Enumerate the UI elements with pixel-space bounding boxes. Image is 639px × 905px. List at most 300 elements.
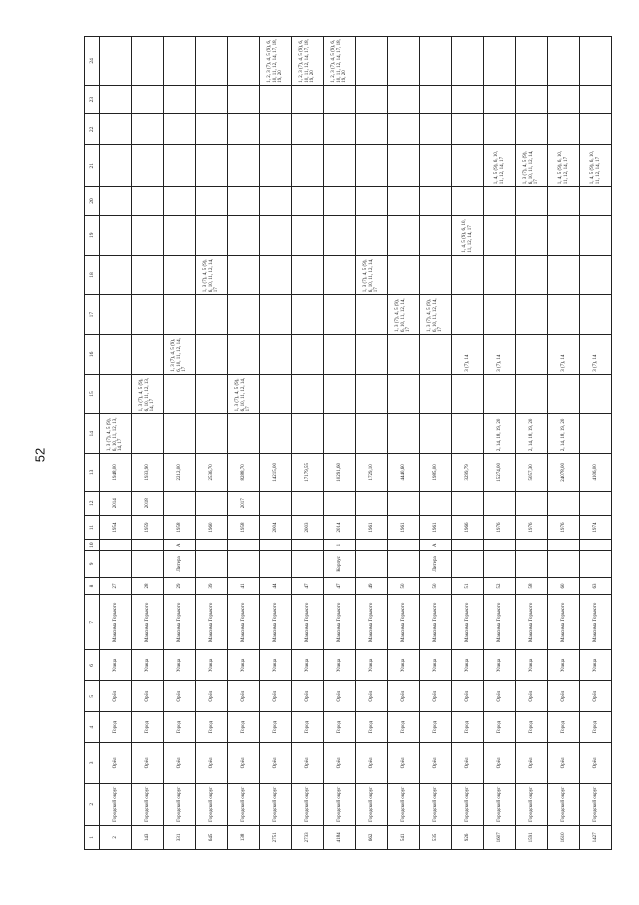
table-cell [356,551,388,577]
table-cell [420,37,452,86]
table-cell: 1958 [164,515,196,539]
table-cell [388,85,420,114]
table-row [420,37,452,850]
table-cell [196,334,228,374]
table-cell [580,491,612,515]
table-cell [420,491,452,515]
table-cell: 2017 [228,491,260,515]
table-cell: Улица [516,650,548,681]
table-cell: 52 [484,577,516,595]
table-cell [452,85,484,114]
column-number-header: 4 [85,712,100,743]
table-cell: 4106,00 [580,454,612,492]
table-cell: Городской округ [356,783,388,825]
table-cell [324,295,356,335]
table-row [356,37,388,850]
table-cell: Литера [420,551,452,577]
table-cell: 926 [452,825,484,849]
table-cell: 1, 3 (7), 4, 5 (9), 6, 10, 11, 12, 14, 17 [420,295,452,335]
table-cell [484,255,516,295]
table-cell: Улица [580,650,612,681]
table-cell [356,215,388,255]
table-cell: Городской округ [324,783,356,825]
table-cell: 50 [388,577,420,595]
table-cell [548,37,580,86]
table-cell [356,491,388,515]
table-cell [452,551,484,577]
table-cell: Корпус [324,551,356,577]
table-cell: Городской округ [388,783,420,825]
table-cell: Город [100,712,132,743]
table-cell: 2014 [324,515,356,539]
table-cell [356,187,388,216]
column-number-header: 13 [85,454,100,492]
table-cell: 8288,70 [228,454,260,492]
table-cell [516,540,548,551]
table-cell [324,491,356,515]
table-cell [132,414,164,454]
table-cell [292,187,324,216]
column-number-header: 11 [85,515,100,539]
table-cell [228,255,260,295]
table-cell: Орёл [164,743,196,784]
table-cell [420,145,452,187]
table-cell: Орёл [292,743,324,784]
table-cell: Город [452,712,484,743]
column-number-header: 18 [85,255,100,295]
table-cell [100,551,132,577]
table-cell [100,114,132,145]
table-row [548,37,580,850]
table-cell [164,187,196,216]
table-cell [292,334,324,374]
table-cell [548,295,580,335]
table-cell: 1729,10 [356,454,388,492]
table-row [260,37,292,850]
table-cell: Городской округ [100,783,132,825]
table-cell: 27 [100,577,132,595]
table-cell: Орёл [132,681,164,712]
table-cell: Городской округ [484,783,516,825]
table-cell: 1, 3 (7), 4, 5 (9), 6, 10, 11, 12, 14, 17 [228,374,260,414]
table-cell: А [164,540,196,551]
table-cell: 143 [132,825,164,849]
table-cell: Город [356,712,388,743]
table-cell [100,187,132,216]
table-cell [452,491,484,515]
table-cell [484,114,516,145]
table-cell [580,187,612,216]
table-cell [388,215,420,255]
table-cell: 3 (7), 14 [484,334,516,374]
table-cell: Город [516,712,548,743]
table-cell: 1 [324,540,356,551]
table-cell [420,114,452,145]
table-cell [292,145,324,187]
table-cell: Городской округ [164,783,196,825]
table-cell: 331 [164,825,196,849]
table-cell: Город [292,712,324,743]
table-cell: Орёл [324,681,356,712]
table-cell: 2733 [292,825,324,849]
table-cell: Орёл [228,681,260,712]
table-cell [484,374,516,414]
table-cell [388,187,420,216]
table-cell: 1, 3 (7), 4, 5 (9), 6, 10, 11, 12, 14, 17 [516,145,548,187]
table-cell: Городской округ [132,783,164,825]
table-cell: 2018 [132,491,164,515]
table-cell [260,551,292,577]
table-cell [132,187,164,216]
table-cell [100,215,132,255]
table-cell [100,540,132,551]
table-cell: Максима Горького [548,595,580,650]
table-cell [324,114,356,145]
table-cell [356,114,388,145]
table-cell: Улица [324,650,356,681]
table-cell [324,187,356,216]
table-cell: Город [164,712,196,743]
table-cell: Городской округ [420,783,452,825]
column-number-header: 24 [85,37,100,86]
table-cell [452,295,484,335]
table-cell: Улица [420,650,452,681]
table-cell [164,85,196,114]
table-cell: Город [260,712,292,743]
table-cell: Городской округ [516,783,548,825]
table-cell: Орёл [420,681,452,712]
table-cell: 2004 [260,515,292,539]
table-cell [388,551,420,577]
table-cell [260,255,292,295]
table-cell [452,114,484,145]
table-cell: Максима Горького [196,595,228,650]
table-cell: 1985,00 [420,454,452,492]
table-cell: Орёл [452,681,484,712]
table-cell: Город [228,712,260,743]
table-cell: 50 [420,577,452,595]
table-cell [516,334,548,374]
table-cell [132,334,164,374]
table-cell [580,85,612,114]
table-cell: 2751 [260,825,292,849]
table-cell: 138 [228,825,260,849]
table-cell: 1976 [484,515,516,539]
table-cell: 4440,60 [388,454,420,492]
table-cell: Улица [452,650,484,681]
table-cell [356,334,388,374]
table-cell [292,255,324,295]
table-cell: 1, 3 (7), 4, 5 (9), 6, 10, 11, 12, 14, 17 [196,255,228,295]
table-cell [516,187,548,216]
table-cell: 29 [164,577,196,595]
column-number-header: 17 [85,295,100,335]
table-cell [516,114,548,145]
table-cell: 58 [516,577,548,595]
table-cell [164,414,196,454]
column-number-header: 5 [85,681,100,712]
table-row [292,37,324,850]
table-cell: Максима Горького [516,595,548,650]
table-cell [324,414,356,454]
table-cell: 1, 3 (7), 4, 5 (9), 6, 10, 11, 12, 14, 17 [388,295,420,335]
table-cell [100,145,132,187]
table-cell [292,414,324,454]
table-cell [228,145,260,187]
table-cell: 1961 [420,515,452,539]
table-cell: Улица [292,650,324,681]
table-cell: Орёл [260,743,292,784]
table-cell: Максима Горького [100,595,132,650]
table-cell [164,255,196,295]
table-cell: Орёл [196,681,228,712]
table-cell: Улица [260,650,292,681]
table-cell: 1933,90 [132,454,164,492]
table-cell [228,114,260,145]
table-cell: Орёл [452,743,484,784]
column-number-header: 20 [85,187,100,216]
table-cell [260,334,292,374]
table-cell: Орёл [484,681,516,712]
table-cell [228,414,260,454]
table-cell: 14215,00 [260,454,292,492]
table-cell [420,414,452,454]
table-cell: Город [548,712,580,743]
table-cell [260,145,292,187]
table-cell: Максима Горького [452,595,484,650]
table-cell: 2, 14, 18, 19, 20 [484,414,516,454]
table-cell: Городской округ [228,783,260,825]
table-cell [100,334,132,374]
table-cell [132,551,164,577]
table-cell [132,540,164,551]
table-cell [452,540,484,551]
table-cell: Улица [132,650,164,681]
table-cell [292,551,324,577]
table-cell [196,374,228,414]
table-cell: Улица [196,650,228,681]
table-cell [516,85,548,114]
table-cell [196,551,228,577]
table-cell: 541 [388,825,420,849]
column-number-header: 21 [85,145,100,187]
table-cell: Максима Горького [388,595,420,650]
table-cell [516,255,548,295]
table-cell [388,114,420,145]
table-cell [260,85,292,114]
table-cell [388,491,420,515]
table-cell: 1976 [548,515,580,539]
table-cell [228,37,260,86]
table-cell: Максима Горького [484,595,516,650]
table-cell: Орёл [420,743,452,784]
table-cell: 1959 [132,515,164,539]
table-cell: 2536,70 [196,454,228,492]
table-cell [164,491,196,515]
table-cell [580,551,612,577]
table-cell [452,145,484,187]
table-cell [516,374,548,414]
table-cell [260,540,292,551]
table-cell [356,295,388,335]
table-header-row [85,37,100,850]
table-cell [260,215,292,255]
table-cell [100,37,132,86]
table-cell: Город [388,712,420,743]
table-cell [580,414,612,454]
table-cell: Городской округ [196,783,228,825]
table-cell: Орёл [580,743,612,784]
table-cell [228,215,260,255]
table-cell [548,540,580,551]
table-cell: 3299,79 [452,454,484,492]
table-cell: 63 [580,577,612,595]
table-cell: 645 [196,825,228,849]
column-number-header: 16 [85,334,100,374]
table-cell: 1427 [580,825,612,849]
table-cell [260,414,292,454]
table-cell: 41 [228,577,260,595]
table-cell: Максима Горького [292,595,324,650]
table-cell [452,255,484,295]
table-cell: Город [484,712,516,743]
table-cell: Орёл [292,681,324,712]
table-row [132,37,164,850]
table-cell: Орёл [388,681,420,712]
table-cell [132,145,164,187]
table-cell: Орёл [100,681,132,712]
table-cell [196,37,228,86]
table-cell [324,374,356,414]
table-cell: 1, 2, 3 (7), 4, 5 (9), 6, 10, 11, 12, 14, 17, 18, 19, 20 [260,37,292,86]
column-number-header: 15 [85,374,100,414]
table-cell [356,414,388,454]
table-cell [324,255,356,295]
table-cell: Городской округ [548,783,580,825]
column-number-header: 23 [85,85,100,114]
table-cell: 1607 [484,825,516,849]
table-cell [292,540,324,551]
table-cell [420,334,452,374]
table-cell: Улица [164,650,196,681]
table-cell [228,187,260,216]
table-cell [548,114,580,145]
table-cell: Орёл [100,743,132,784]
table-cell [484,187,516,216]
table-cell: 2014 [100,491,132,515]
table-cell [580,374,612,414]
column-number-header: 6 [85,650,100,681]
table-cell: 535 [420,825,452,849]
table-cell: 1591 [516,825,548,849]
table-cell: 28 [132,577,164,595]
table-cell: 3 (7), 14 [452,334,484,374]
table-cell [132,85,164,114]
table-cell: 1, 2, 3 (7), 4, 5 (9), 6, 10, 11, 12, 14, 17, 18, 19, 20 [324,37,356,86]
table-row [100,37,132,850]
table-cell [100,295,132,335]
table-cell [548,215,580,255]
table-cell: Орёл [548,743,580,784]
table-cell: 662 [356,825,388,849]
table-cell: 39 [196,577,228,595]
table-cell [388,374,420,414]
table-cell: 1, 4, 5 (9), 6, 10, 11, 12, 14, 17 [452,215,484,255]
table-cell [164,215,196,255]
table-cell [516,37,548,86]
table-cell: 1958 [228,515,260,539]
table-cell [548,85,580,114]
table-cell: 1, 3 (7), 4, 5 (9), 6, 10, 11, 12, 14, 17 [164,334,196,374]
table-cell [420,85,452,114]
table-cell [196,85,228,114]
table-cell [292,85,324,114]
table-cell: Максима Горького [356,595,388,650]
table-cell: 3 (7), 14 [580,334,612,374]
table-cell: 5057,30 [516,454,548,492]
table-cell: Городской округ [452,783,484,825]
table-cell [580,540,612,551]
table-cell: 2212,00 [164,454,196,492]
table-cell [260,295,292,335]
table-cell [580,37,612,86]
table-cell [260,114,292,145]
table-cell [356,374,388,414]
table-cell: Орёл [324,743,356,784]
table-cell [132,114,164,145]
table-cell [388,334,420,374]
table-cell: 2, 14, 18, 19, 20 [516,414,548,454]
table-cell: 2003 [292,515,324,539]
table-cell: Город [324,712,356,743]
table-cell [356,540,388,551]
table-cell: Город [132,712,164,743]
table-cell [196,215,228,255]
table-cell [516,491,548,515]
table-cell: Орёл [484,743,516,784]
table-cell: 1948,00 [100,454,132,492]
table-cell [228,334,260,374]
table-cell [260,374,292,414]
table-cell: 2, 14, 18, 19, 20 [548,414,580,454]
table-cell [484,491,516,515]
table-cell: Максима Горького [228,595,260,650]
table-row [516,37,548,850]
table-cell [324,215,356,255]
table-cell: 24078,00 [548,454,580,492]
table-cell [132,37,164,86]
table-cell [580,295,612,335]
column-number-header: 7 [85,595,100,650]
table-cell [292,295,324,335]
table-cell: Город [580,712,612,743]
table-cell [356,37,388,86]
table-cell [580,114,612,145]
table-cell [420,374,452,414]
table-cell [292,215,324,255]
table-cell: Орёл [388,743,420,784]
page-number: 52 [32,447,48,463]
table-cell [516,551,548,577]
table-cell [452,37,484,86]
table-cell [196,295,228,335]
table-cell: 1, 4, 5 (9), 6, 10, 11, 12, 14, 17 [580,145,612,187]
table-cell: 17179,55 [292,454,324,492]
table-cell: Улица [356,650,388,681]
table-cell [452,187,484,216]
table-cell [228,85,260,114]
column-number-header: 19 [85,215,100,255]
